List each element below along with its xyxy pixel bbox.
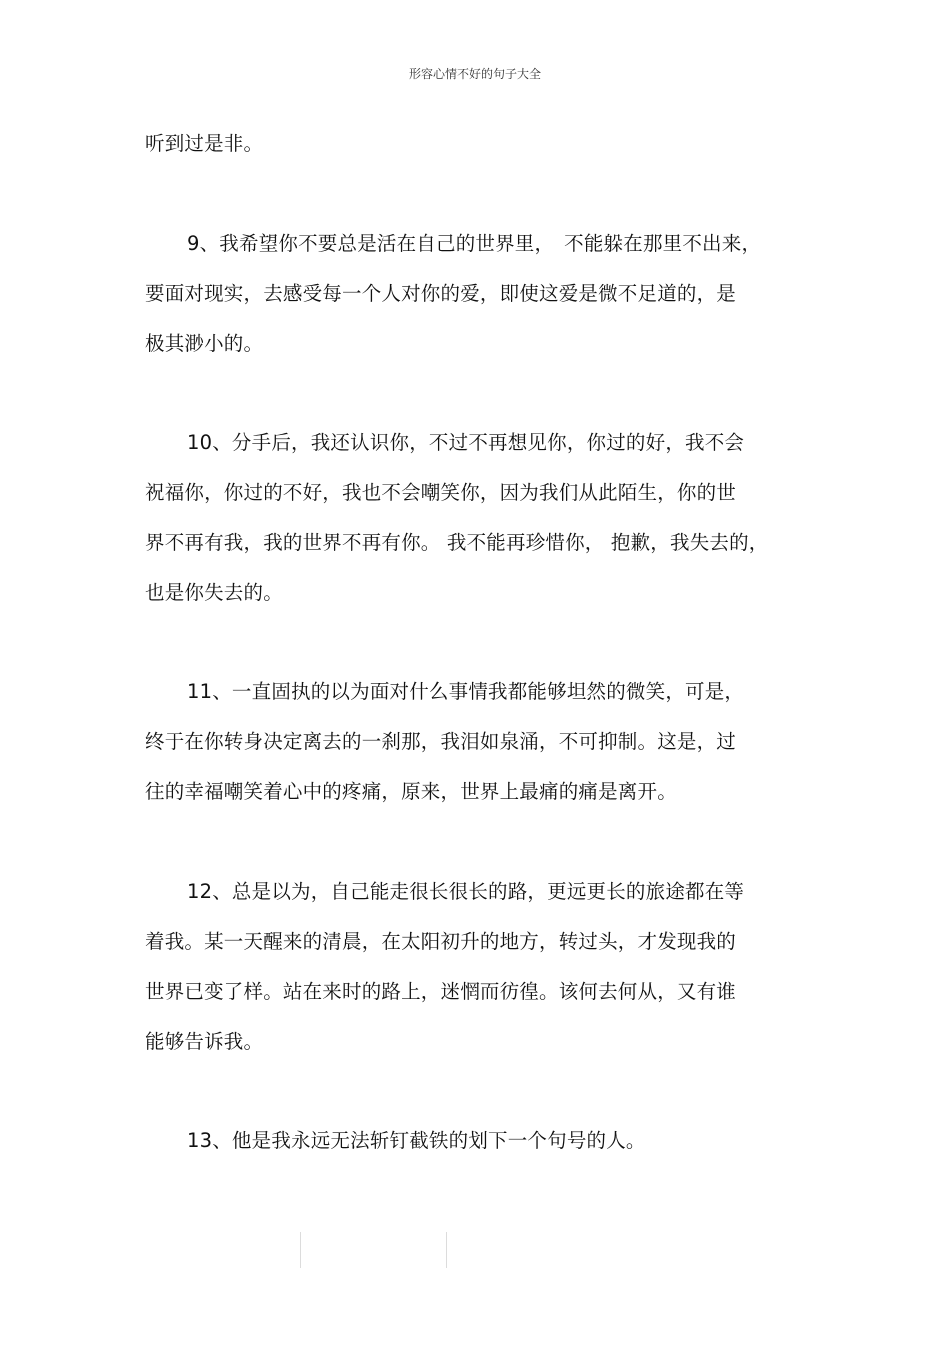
- paragraph-line: 要面对现实，去感受每一个人对你的爱，即使这爱是微不足道的，是: [145, 282, 737, 305]
- paragraph-line: 着我。某一天醒来的清晨，在太阳初升的地方，转过头，才发现我的: [145, 930, 737, 953]
- paragraph-line: 祝福你，你过的不好，我也不会嘲笑你，因为我们从此陌生，你的世: [145, 481, 737, 504]
- paragraph-line: 界不再有我，我的世界不再有你。 我不能再珍惜你， 抱歉，我失去的，: [145, 531, 769, 554]
- paragraph-line: 极其渺小的。: [145, 332, 264, 355]
- paragraph-line: 往的幸福嘲笑着心中的疼痛，原来，世界上最痛的痛是离开。: [145, 780, 677, 803]
- divider: [300, 1232, 301, 1268]
- paragraph-line: 世界已变了样。站在来时的路上，迷惘而彷徨。该何去何从，又有谁: [145, 980, 737, 1003]
- paragraph-line: 12、总是以为，自己能走很长很长的路，更远更长的旅途都在等: [187, 880, 745, 903]
- paragraph-line: 能够告诉我。: [145, 1030, 264, 1053]
- paragraph-line: 11、一直固执的以为面对什么事情我都能够坦然的微笑，可是，: [187, 680, 745, 703]
- paragraph-line: 终于在你转身决定离去的一刹那，我泪如泉涌，不可抑制。这是，过: [145, 730, 737, 753]
- divider: [446, 1232, 447, 1268]
- paragraph-line: 也是你失去的。: [145, 581, 283, 604]
- paragraph-line: 9、我希望你不要总是活在自己的世界里， 不能躲在那里不出来，: [187, 232, 762, 255]
- paragraph-line: 10、分手后，我还认识你，不过不再想见你，你过的好，我不会: [187, 431, 745, 454]
- page-header: 形容心情不好的句子大全: [408, 67, 541, 81]
- paragraph-line: 13、他是我永远无法斩钉截铁的划下一个句号的人。: [187, 1129, 646, 1152]
- paragraph-line: 听到过是非。: [145, 132, 264, 155]
